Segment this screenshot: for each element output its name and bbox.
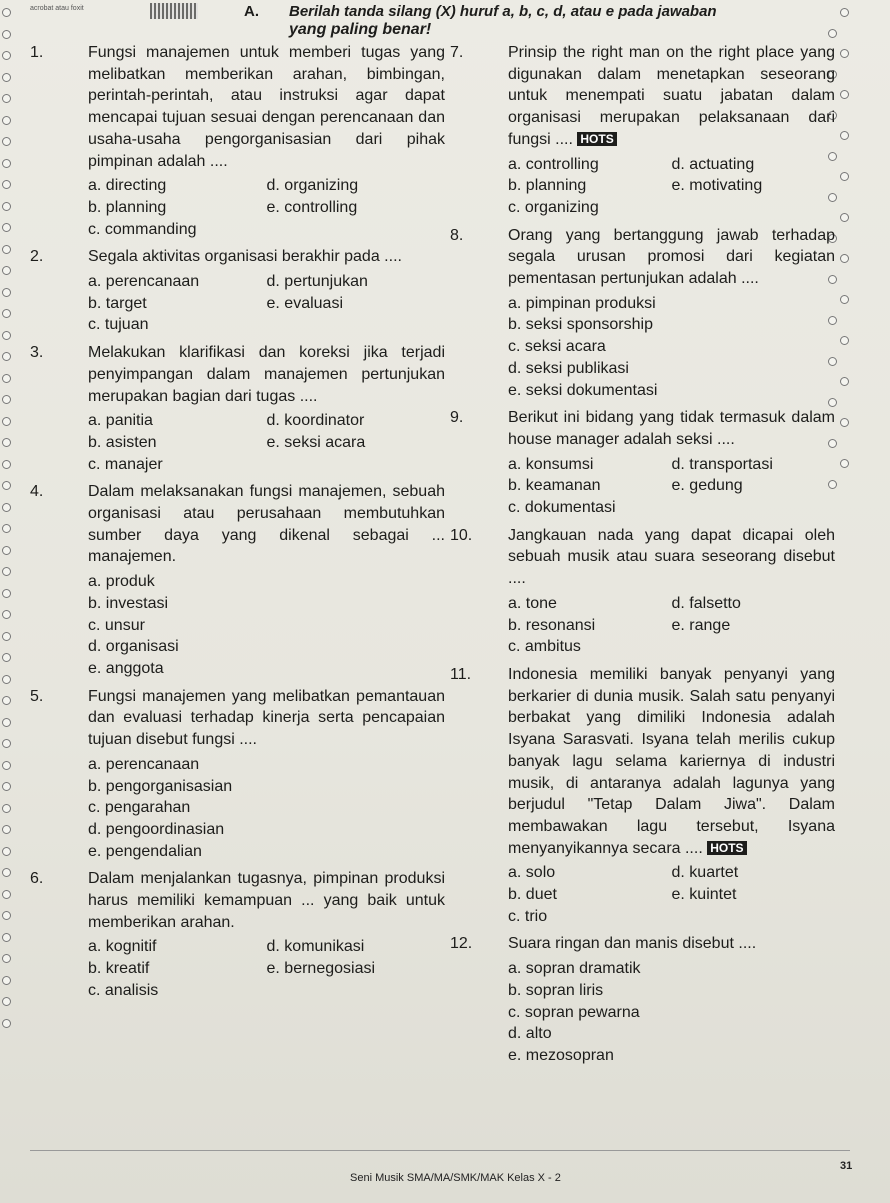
option-e[interactable]: e. evaluasi bbox=[266, 294, 343, 312]
question-text-wrap bbox=[508, 664, 835, 859]
corner-small-text: acrobat atau foxit bbox=[30, 5, 84, 12]
binder-hole bbox=[2, 524, 11, 533]
binder-hole bbox=[2, 266, 11, 275]
option-b[interactable]: b. pengorganisasian bbox=[88, 777, 233, 795]
option-a[interactable]: a. kognitif bbox=[88, 938, 157, 956]
option-a[interactable]: a. panitia bbox=[88, 412, 153, 430]
binder-hole bbox=[840, 254, 849, 263]
option-c[interactable]: c. seksi acara bbox=[508, 338, 606, 356]
instruction-line-1: Berilah tanda silang (X) huruf a, b, c, d, atau e pada jawaban bbox=[289, 3, 717, 20]
binder-hole bbox=[2, 116, 11, 125]
option-d[interactable]: d. komunikasi bbox=[266, 938, 365, 956]
binder-holes-left bbox=[0, 0, 14, 1203]
option-e[interactable]: e. controlling bbox=[266, 198, 358, 216]
option-e[interactable]: e. seksi acara bbox=[266, 433, 366, 451]
option-a[interactable]: a. sopran dramatik bbox=[508, 960, 641, 978]
option-e[interactable]: e. gedung bbox=[671, 477, 743, 495]
option-c[interactable]: c. dokumentasi bbox=[508, 499, 616, 517]
binder-hole bbox=[2, 245, 11, 254]
option-d[interactable]: d. actuating bbox=[671, 155, 755, 173]
option-a[interactable]: a. controlling bbox=[508, 155, 599, 173]
question-text: Suara ringan dan manis disebut .... bbox=[508, 935, 757, 953]
option-c[interactable]: c. organizing bbox=[508, 198, 599, 216]
binder-hole bbox=[2, 352, 11, 361]
question-text-wrap bbox=[508, 42, 835, 151]
option-c[interactable]: c. analisis bbox=[88, 981, 159, 999]
binder-hole bbox=[2, 438, 11, 447]
question-6 bbox=[30, 868, 445, 1001]
barcode-image bbox=[150, 3, 198, 19]
question-number: 9. bbox=[450, 409, 464, 427]
option-c[interactable]: c. commanding bbox=[88, 220, 197, 238]
binder-hole bbox=[2, 417, 11, 426]
question-number: 7. bbox=[450, 44, 464, 61]
question-1 bbox=[30, 42, 445, 240]
question-text: Dalam menjalankan tugasnya, pimpinan produksi harus memiliki kemampuan ... yang baik untuk memberikan arahan. bbox=[88, 870, 445, 931]
option-e[interactable]: e. mezosopran bbox=[508, 1046, 614, 1064]
binder-hole bbox=[840, 295, 849, 304]
binder-hole bbox=[2, 933, 11, 942]
page-number: 31 bbox=[840, 1160, 853, 1172]
question-number: 11. bbox=[450, 665, 472, 683]
question-number: 6. bbox=[30, 870, 44, 888]
binder-hole bbox=[840, 49, 849, 58]
option-a[interactable]: a. konsumsi bbox=[508, 455, 594, 473]
binder-hole bbox=[2, 309, 11, 318]
binder-hole bbox=[828, 29, 837, 38]
binder-hole bbox=[2, 696, 11, 705]
binder-hole bbox=[2, 223, 11, 232]
binder-hole bbox=[2, 51, 11, 60]
question-2 bbox=[30, 246, 445, 336]
option-b[interactable]: b. sopran liris bbox=[508, 981, 604, 999]
binder-hole bbox=[840, 418, 849, 427]
question-number: 1. bbox=[30, 44, 44, 61]
question-4 bbox=[30, 481, 445, 679]
option-d[interactable]: d. koordinator bbox=[266, 412, 365, 430]
question-text: Fungsi manajemen yang melibatkan pemantauan dan evaluasi terhadap kinerja serta pencapaian tujuan disebut fungsi .... bbox=[88, 687, 445, 749]
binder-hole bbox=[2, 503, 11, 512]
option-a[interactable]: a. produk bbox=[88, 573, 155, 591]
question-11 bbox=[450, 664, 835, 927]
option-b[interactable]: b. seksi sponsorship bbox=[508, 316, 653, 334]
binder-hole bbox=[2, 202, 11, 211]
question-text: Melakukan klarifikasi dan koreksi jika terjadi penyimpangan dalam manajemen pertunjukan merupakan bagian dari tugas .... bbox=[88, 344, 445, 405]
binder-hole bbox=[2, 675, 11, 684]
binder-hole bbox=[840, 336, 849, 345]
option-a[interactable]: a. pimpinan produksi bbox=[508, 294, 656, 312]
option-b[interactable]: b. duet bbox=[508, 886, 557, 904]
question-3 bbox=[30, 342, 445, 475]
question-number: 12. bbox=[450, 935, 473, 953]
binder-hole bbox=[2, 825, 11, 834]
binder-hole bbox=[2, 589, 11, 598]
option-b[interactable]: b. investasi bbox=[88, 594, 169, 612]
instruction-line-2: yang paling benar! bbox=[289, 21, 432, 38]
option-c[interactable]: c. manajer bbox=[88, 455, 163, 473]
option-d[interactable]: d. pertunjukan bbox=[266, 273, 368, 291]
question-number: 5. bbox=[30, 687, 44, 705]
binder-hole bbox=[2, 331, 11, 340]
option-d[interactable]: d. seksi publikasi bbox=[508, 359, 629, 377]
option-e[interactable]: e. bernegosiasi bbox=[266, 960, 376, 978]
binder-hole bbox=[2, 546, 11, 555]
option-b[interactable]: b. asisten bbox=[88, 433, 157, 451]
option-e[interactable]: e. range bbox=[671, 616, 731, 634]
option-a[interactable]: a. solo bbox=[508, 864, 556, 882]
binder-hole bbox=[2, 954, 11, 963]
question-number: 10. bbox=[450, 526, 473, 544]
option-b[interactable]: b. resonansi bbox=[508, 616, 596, 634]
binder-hole bbox=[840, 213, 849, 222]
binder-hole bbox=[840, 459, 849, 468]
option-e[interactable]: e. kuintet bbox=[671, 886, 737, 904]
question-text: Dalam melaksanakan fungsi manajemen, sebuah organisasi atau perusahaan membutuhkan sumber daya yang dikenal sebagai ... manajemen. bbox=[88, 483, 445, 566]
binder-hole bbox=[2, 847, 11, 856]
question-text: Fungsi manajemen untuk memberi tugas yang melibatkan memberikan arahan, bimbingan, perintah-perintah, atau instruksi agar dapat mencapai tujuan sesuai dengan perencanaan dan usaha-usaha pengorganisasian dari pihak pimpinan adalah .... bbox=[88, 44, 445, 170]
binder-hole bbox=[2, 997, 11, 1006]
binder-hole bbox=[2, 761, 11, 770]
binder-hole bbox=[2, 739, 11, 748]
question-text: Orang yang bertanggung jawab terhadap segala urusan promosi dari kegiatan pementasan pertunjukan adalah .... bbox=[508, 226, 835, 288]
binder-hole bbox=[2, 8, 11, 17]
option-e[interactable]: e. seksi dokumentasi bbox=[508, 381, 658, 399]
option-c[interactable]: c. pengarahan bbox=[88, 799, 191, 817]
binder-hole bbox=[840, 131, 849, 140]
binder-hole bbox=[2, 159, 11, 168]
binder-hole bbox=[2, 718, 11, 727]
section-label: A. bbox=[244, 3, 259, 20]
binder-hole bbox=[2, 610, 11, 619]
question-text: Jangkauan nada yang dapat dicapai oleh sebuah musik atau suara seseorang disebut .... bbox=[508, 526, 835, 588]
binder-hole bbox=[2, 868, 11, 877]
binder-hole bbox=[2, 804, 11, 813]
footer-text: Seni Musik SMA/MA/SMK/MAK Kelas X - 2 bbox=[350, 1172, 561, 1184]
hots-badge: HOTS bbox=[577, 132, 616, 146]
option-a[interactable]: a. tone bbox=[508, 594, 557, 612]
binder-hole bbox=[2, 653, 11, 662]
binder-hole bbox=[2, 460, 11, 469]
binder-hole bbox=[2, 288, 11, 297]
option-c[interactable]: c. ambitus bbox=[508, 638, 581, 656]
question-text: Segala aktivitas organisasi berakhir pada .... bbox=[88, 248, 402, 266]
option-a[interactable]: a. perencanaan bbox=[88, 273, 200, 291]
option-e[interactable]: e. anggota bbox=[88, 659, 164, 677]
option-d[interactable]: d. kuartet bbox=[671, 864, 739, 882]
binder-hole bbox=[2, 30, 11, 39]
binder-hole bbox=[2, 94, 11, 103]
option-e[interactable]: e. motivating bbox=[671, 177, 763, 195]
question-9 bbox=[450, 407, 835, 519]
binder-hole bbox=[840, 8, 849, 17]
question-7 bbox=[450, 42, 835, 219]
question-10 bbox=[450, 525, 835, 658]
binder-hole bbox=[840, 90, 849, 99]
option-c[interactable]: c. sopran pewarna bbox=[508, 1003, 640, 1021]
binder-hole bbox=[2, 1019, 11, 1028]
option-b[interactable]: b. keamanan bbox=[508, 477, 601, 495]
binder-hole bbox=[2, 567, 11, 576]
question-number: 8. bbox=[450, 226, 464, 244]
question-number: 4. bbox=[30, 483, 44, 501]
option-d[interactable]: d. alto bbox=[508, 1025, 552, 1043]
binder-hole bbox=[2, 782, 11, 791]
hots-badge: HOTS bbox=[707, 841, 746, 855]
option-a[interactable]: a. perencanaan bbox=[88, 755, 200, 773]
option-c[interactable]: c. tujuan bbox=[88, 316, 149, 334]
right-column bbox=[450, 40, 835, 1067]
binder-hole bbox=[2, 395, 11, 404]
question-text: Prinsip the right man on the right place yang digunakan dalam menetapkan seseorang untuk menempati suatu jabatan dalam organisasi merupakan pelaksanaan dari fungsi .... bbox=[508, 44, 835, 148]
question-12 bbox=[450, 933, 835, 1066]
binder-hole bbox=[2, 632, 11, 641]
question-text: Berikut ini bidang yang tidak termasuk dalam house manager adalah seksi .... bbox=[508, 409, 835, 448]
binder-hole bbox=[840, 377, 849, 386]
option-b[interactable]: b. target bbox=[88, 294, 147, 312]
binder-hole bbox=[2, 137, 11, 146]
binder-hole bbox=[2, 374, 11, 383]
binder-hole bbox=[2, 73, 11, 82]
binder-hole bbox=[840, 172, 849, 181]
option-b[interactable]: b. kreatif bbox=[88, 960, 150, 978]
option-e[interactable]: e. pengendalian bbox=[88, 842, 202, 860]
left-column bbox=[30, 40, 445, 1002]
binder-hole bbox=[2, 976, 11, 985]
option-d[interactable]: d. transportasi bbox=[671, 455, 773, 473]
binder-hole bbox=[2, 911, 11, 920]
option-d[interactable]: d. falsetto bbox=[671, 594, 741, 612]
option-c[interactable]: c. trio bbox=[508, 907, 548, 925]
option-a[interactable]: a. directing bbox=[88, 177, 167, 195]
option-d[interactable]: d. organizing bbox=[266, 177, 359, 195]
question-text: Indonesia memiliki banyak penyanyi yang berkarier di dunia musik. Salah satu penyanyi berbakat yang dimiliki Indonesia adalah Isyana Sarasvati. Isyana telah merilis cukup banyak lagu selama kariernya di industri musik, di antaranya adalah lagunya yang berjudul "Tetap Dalam Jiwa". Dalam membawakan lagu tersebut, Isyana menyanyikannya secara .... bbox=[508, 665, 835, 857]
binder-hole bbox=[2, 481, 11, 490]
binder-hole bbox=[2, 890, 11, 899]
footer-divider bbox=[30, 1150, 850, 1151]
question-8 bbox=[450, 225, 835, 402]
binder-hole bbox=[2, 180, 11, 189]
option-c[interactable]: c. unsur bbox=[88, 616, 145, 634]
question-number: 3. bbox=[30, 344, 44, 362]
option-d[interactable]: d. pengoordinasian bbox=[88, 820, 225, 838]
option-d[interactable]: d. organisasi bbox=[88, 638, 179, 656]
question-5 bbox=[30, 686, 445, 863]
option-b[interactable]: b. planning bbox=[88, 198, 167, 216]
question-number: 2. bbox=[30, 248, 44, 266]
option-b[interactable]: b. planning bbox=[508, 177, 587, 195]
